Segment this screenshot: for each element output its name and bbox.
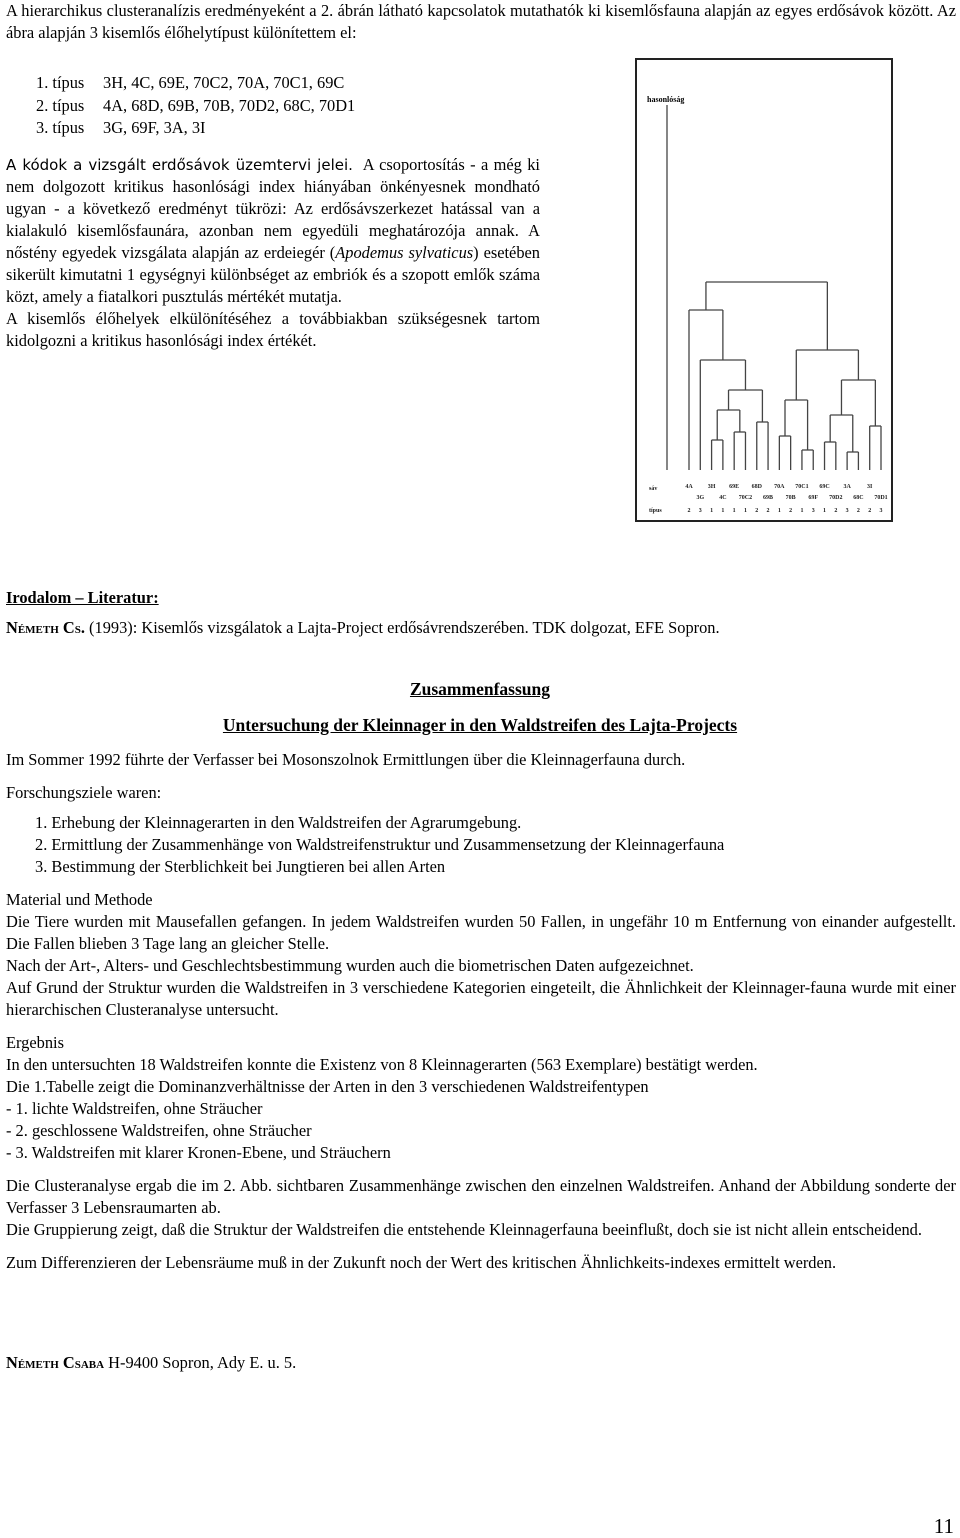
nosteny-text-2: ) esetében sikerült kimutatni 1 egységnyi különbséget az embriók és a szopott emlők száma közt, amely a fiatalkori pusztulás mértékét mutatja. (6, 243, 540, 306)
leaf-code-label: 4A (685, 484, 693, 490)
leaf-type-label: 1 (800, 508, 804, 514)
dendrogram-labels (649, 484, 888, 514)
csoportositas-text: A csoportosítás - a még ki nem dolgozott kritikus hasonlósági index hiányában önkényesnek mondható ugyan - a következő eredményt tükrözi: Az erdősávszerkezet hatással van a kialakuló kisemlősfaunára, azonban nem egyedüli meghatározója annak. (6, 155, 540, 240)
sav-row-label: sáv (649, 486, 658, 492)
type-row-1 (36, 72, 355, 95)
reference-author: Németh Cs. (6, 618, 85, 637)
leaf-type-label: 1 (823, 508, 827, 514)
cluster-paragraph: Die Clusteranalyse ergab die im 2. Abb. sichtbaren Zusammenhänge zwischen den einzelnen Waldstreifen. Anhand der Abbildung sonderte der Verfasser 3 Lebensraumarten ab. (6, 1176, 956, 1217)
type-row-3 (36, 117, 355, 140)
leaf-code-label: 70C2 (738, 495, 753, 501)
dendrogram-y-label: hasonlóság (647, 95, 685, 104)
leaf-code-label: 70D2 (829, 495, 843, 501)
ergebnis-p1: In den untersuchten 18 Waldstreifen konnte die Existenz von 8 Kleinnagerarten (563 Exemplare) bestätigt werden. (6, 1055, 758, 1074)
type-codes: 3H, 4C, 69E, 70C2, 70A, 70C1, 69C (103, 73, 345, 92)
type-row-2 (36, 95, 355, 118)
left-column-text (6, 154, 540, 352)
type-list (36, 72, 355, 140)
zusammenfassung-title: Zusammenfassung (409, 679, 551, 699)
leaf-type-label: 2 (789, 508, 793, 514)
leaf-type-label: 2 (834, 508, 838, 514)
ergebnis-list-item-2: - 2. geschlossene Waldstreifen, ohne Sträucher (6, 1121, 312, 1140)
page-number: 11 (933, 1514, 954, 1538)
dendrogram-branches (667, 105, 881, 470)
leaf-type-label: 1 (777, 508, 781, 514)
leaf-type-label: 3 (698, 508, 702, 514)
differenzieren-paragraph: Zum Differenzieren der Lebensräume muß in der Zukunft noch der Wert des kritischen Ähnlichkeits-indexes ermittelt werden. (6, 1253, 837, 1272)
ergebnis-p2: Die 1.Tabelle zeigt die Dominanzverhältnisse der Arten in den 3 verschiedenen Waldstreifentypen (6, 1077, 649, 1096)
ziel-item-2: 2. Ermittlung der Zusammenhänge von Waldstreifenstruktur und Zusammensetzung der Kleinnagerfauna (35, 835, 725, 854)
species-name: Apodemus sylvaticus (335, 243, 474, 262)
author-address (6, 1352, 296, 1374)
leaf-code-label: 68C (853, 495, 864, 501)
leaf-type-label: 1 (710, 508, 714, 514)
ziel-item-3: 3. Bestimmung der Sterblichkeit bei Jungtieren bei allen Arten (35, 857, 446, 876)
paragraph-csoportositas (6, 154, 540, 308)
intro-paragraph: A hierarchikus clusteranalízis eredményeként a 2. ábrán látható kapcsolatok mutathatók ki kisemlősfauna alapján az egyes erdősávok között. Az ábra alapján 3 kisemlős élőhelytípust különítettem el: (6, 1, 956, 42)
reference-citation: (1993): Kisemlős vizsgálatok a Lajta-Project erdősávrendszerében. TDK dolgozat, EFE Sopron. (84, 618, 720, 637)
paragraph-kritikus: A kisemlős élőhelyek elkülönítéséhez a továbbiakban szükségesnek tartom kidolgozni a kritikus hasonlósági index értékét. (6, 309, 540, 350)
type-codes: 3G, 69F, 3A, 3I (103, 118, 206, 137)
leaf-type-label: 2 (755, 508, 759, 514)
tipus-row-label: típus (649, 508, 662, 514)
leaf-code-label: 3I (867, 484, 873, 490)
german-summary (6, 749, 956, 1274)
leaf-type-label: 1 (743, 508, 747, 514)
dendrogram-svg (637, 60, 891, 520)
leaf-type-label: 1 (721, 508, 725, 514)
literature-reference (6, 617, 720, 639)
ergebnis-list-item-1: - 1. lichte Waldstreifen, ohne Sträucher (6, 1099, 263, 1118)
type-label: 2. típus (36, 95, 85, 115)
leaf-code-label: 69C (819, 484, 830, 490)
leaf-code-label: 68D (751, 484, 762, 490)
address-text: H-9400 Sopron, Ady E. u. 5. (104, 1353, 297, 1372)
leaf-code-label: 70A (774, 484, 785, 490)
literature-heading: Irodalom – Literatur: (6, 588, 159, 607)
ergebnis-list-item-3: - 3. Waldstreifen mit klarer Kronen-Ebene, und Sträuchern (6, 1143, 391, 1162)
zusammenfassung-subtitle: Untersuchung der Kleinnager in den Waldstreifen des Lajta-Projects (222, 715, 738, 735)
nosteny-text: A nőstény egyedek vizsgálata alapján az erdeiegér ( (6, 221, 540, 262)
leaf-code-label: 69F (808, 495, 819, 501)
summary-intro: Im Sommer 1992 führte der Verfasser bei Mosonszolnok Ermittlungen über die Kleinnagerfauna durch. (6, 750, 686, 769)
leaf-code-label: 70B (785, 495, 796, 501)
ziele-heading: Forschungsziele waren: (6, 783, 162, 802)
material-methode-heading: Material und Methode (6, 890, 153, 909)
leaf-type-label: 2 (868, 508, 872, 514)
gruppierung-paragraph: Die Gruppierung zeigt, daß die Struktur der Waldstreifen die entstehende Kleinnagerfauna beeinflußt, doch sie ist nicht allein entscheidend. (6, 1220, 922, 1239)
leaf-type-label: 2 (766, 508, 770, 514)
leaf-code-label: 69B (763, 495, 774, 501)
material-methode-p1: Die Tiere wurden mit Mausefallen gefangen. In jedem Waldstreifen wurden 50 Fallen, in ungefähr 10 m Entfernung von einander aufgestellt. Die Fallen blieben 3 Tage lang an gleicher Stelle. (6, 912, 956, 953)
leaf-type-label: 3 (811, 508, 815, 514)
type-label: 3. típus (36, 118, 85, 137)
ergebnis-heading: Ergebnis (6, 1033, 64, 1052)
leaf-type-label: 2 (856, 508, 860, 514)
leaf-code-label: 3A (843, 484, 851, 490)
dendrogram-figure (635, 58, 893, 522)
leaf-type-label: 3 (845, 508, 849, 514)
type-codes: 4A, 68D, 69B, 70B, 70D2, 68C, 70D1 (103, 95, 356, 115)
address-author: Németh Csaba (6, 1353, 105, 1372)
material-methode-p3: Auf Grund der Struktur wurden die Waldstreifen in 3 verschiedene Kategorien eingeteilt, die Ähnlichkeit der Kleinnager-fauna wurde mit einer hierarchischen Clusteranalyse untersucht. (6, 978, 956, 1019)
leaf-code-label: 70D1 (874, 495, 888, 501)
material-methode-p2: Nach der Art-, Alters- und Geschlechtsbestimmung wurden auch die biometrischen Daten aufgezeichnet. (6, 956, 694, 975)
leaf-type-label: 1 (732, 508, 736, 514)
ziel-item-1: 1. Erhebung der Kleinnagerarten in den Waldstreifen der Agrarumgebung. (35, 813, 522, 832)
leaf-type-label: 3 (879, 508, 883, 514)
leaf-code-label: 70C1 (795, 484, 809, 490)
leaf-code-label: 4C (719, 495, 727, 501)
leaf-code-label: 3G (696, 495, 705, 501)
leaf-code-label: 3H (707, 484, 716, 490)
type-label: 1. típus (36, 73, 85, 92)
leaf-type-label: 2 (687, 508, 691, 514)
leaf-code-label: 69E (729, 484, 740, 490)
kodok-sentence: A kódok a vizsgált erdősávok üzemtervi jelei. (6, 156, 353, 174)
